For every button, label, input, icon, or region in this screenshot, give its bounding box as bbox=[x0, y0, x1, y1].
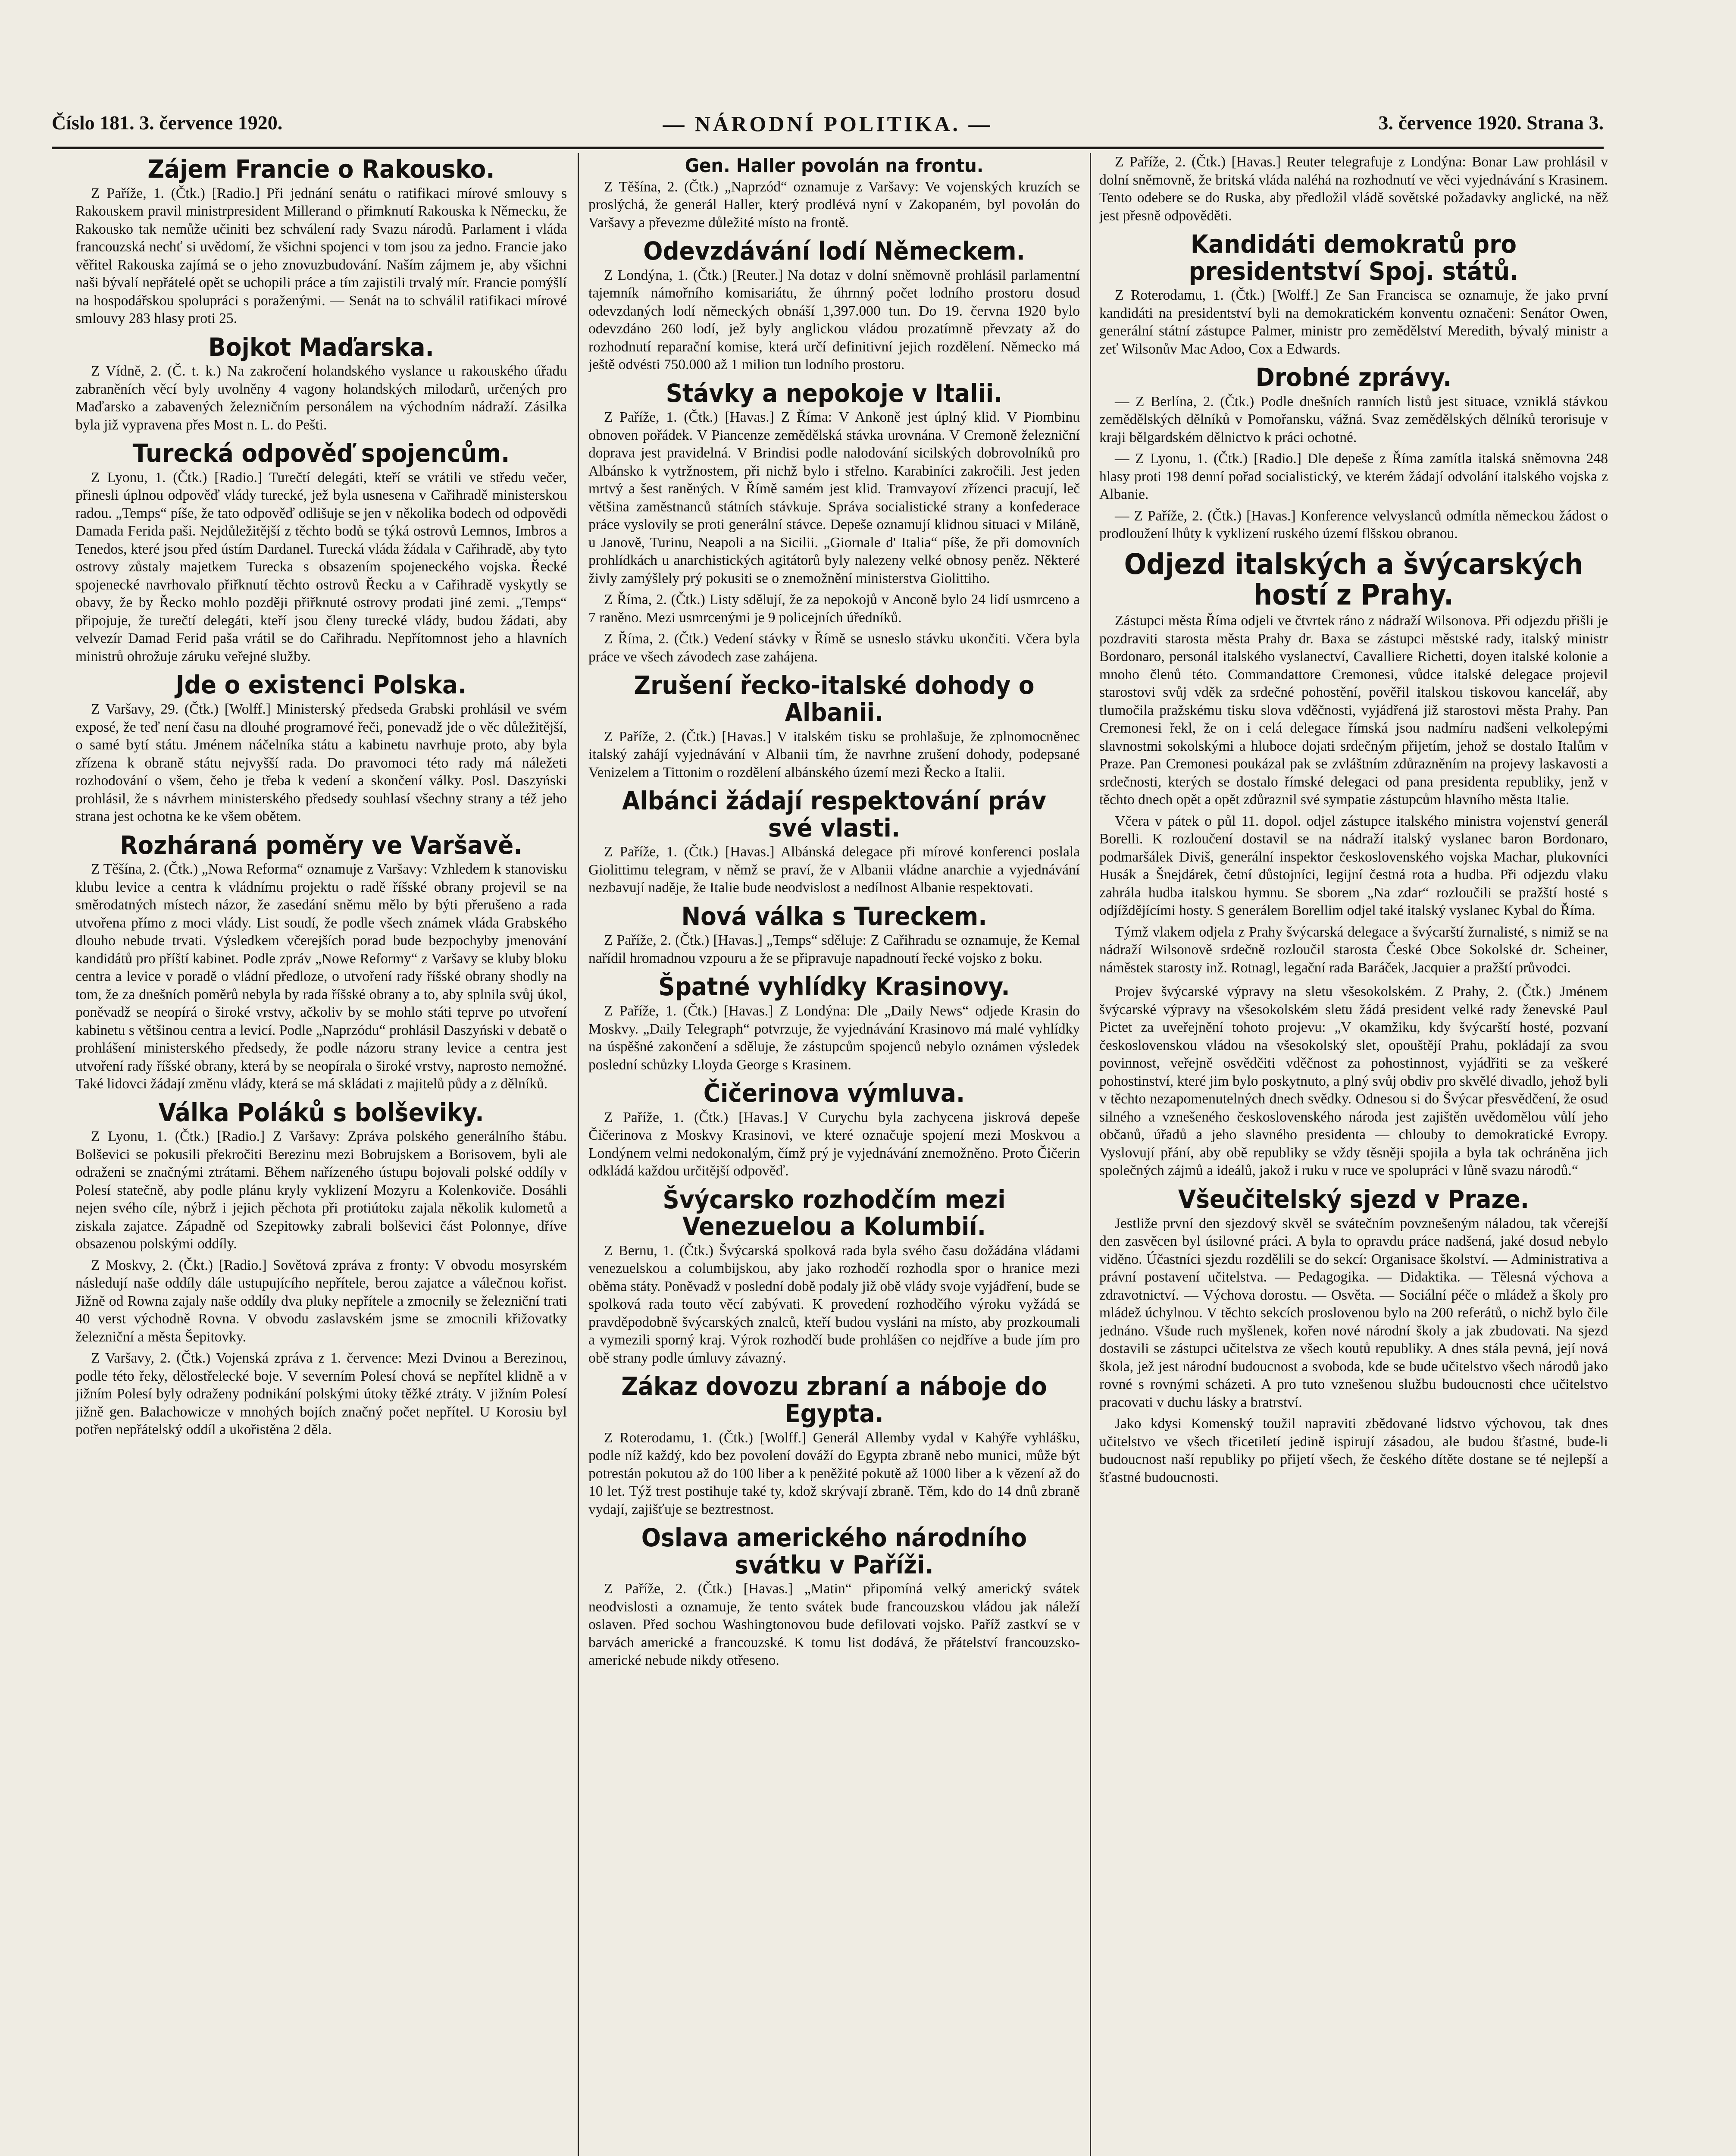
article-headline: Jde o existenci Polska. bbox=[175, 670, 467, 700]
article bbox=[75, 440, 567, 665]
article-paragraph: Projev švýcarské výpravy na sletu všesokolském. Z Prahy, 2. (Čtk.) Jménem švýcarské výpravy na všesokolském sletu žádá president velké rady ženevské Paul Pictet za uveřejnění tohoto projevu: „V okamžiku, kdy švýcarští hosté, pozvaní československou vládou na všesokolský slet, opouštějí Prahu, pokládají za svou povinnost, veřejně osvědčiti vděčnost za pohostinnost, vyjádřiti se za veškeré pohostinství, které jim bylo poskytnuto, a plný svůj obdiv pro skvělé divadlo, jehož byli v těchto nezapomenutelných dnech svědky. Odnesou si do Švýcar přesvědčení, že osud silného a vznešeného československého národa jest zajištěn uvědomělou vůlí jeho občanů, úřadů a jeho slavného presidenta — chlouby to demokratické Evropy. Vyslovují přání, aby obě republiky se vždy těsněji spojila a byla tak ochráněna jich společných zájmů a ideálů, jakož i ruku v ruce ve spolupráci v lůně svazu národů.“ bbox=[1099, 984, 1608, 1179]
article-paragraph: Z Varšavy, 29. (Čtk.) [Wolff.] Ministerský předseda Grabski prohlásil ve svém exposé, že teď není času na dlouhé programové řeči, ponevadž jde o věc důležitější, o samé bytí státu. Jménem náčelníka státu a kabinetu navrhuje proto, aby byla zřízena k obraně státu nejvyšší rada. Do pravomoci této rady má náležeti rozhodování o všem, čeho je třeba k vedení a skončení války. Posl. Daszyński prohlásil, že s návrhem ministerského předsedy souhlasí všechny strany a též jeho strana jest ochotna ke ke všem obětem. bbox=[75, 701, 567, 824]
article-paragraph: Jako kdysi Komenský toužil napraviti zbědované lidstvo výchovou, tak dnes učitelstvo ve všech třicetiletí jedině ispirují zásadou, ale budou šťastné, bude-li budoucnost naší republiky po přijetí všech, že českého dítěte dostane se té nejlepší a šťastné budoucnosti. bbox=[1099, 1416, 1608, 1485]
article bbox=[588, 238, 1080, 374]
article bbox=[588, 973, 1080, 1074]
article-headline: Gen. Haller povolán na frontu. bbox=[685, 155, 984, 177]
article-paragraph: Z Bernu, 1. (Čtk.) Švýcarská spolková rada byla svého času dožádána vládami venezuelskou a columbijskou, aby jako rozhodčí rozhodla spor o hranice mezi oběma státy. Poněvadž v poslední době podaly již obě vlády svoje vyjádření, bude se spolková rada touto věcí zabývati. K provedení rozhodčího výroku vyžádá se pravděpodobně švýcarských znalců, kteří budou vysláni na místo, aby prozkoumali a vymezili sporný kraj. Výrok rozhodčí bude prohlášen co nejdříve a bude jím pro obě strany podle úmluvy závazný. bbox=[588, 1242, 1080, 1366]
article-paragraph: Z Moskvy, 2. (Čkt.) [Radio.] Sovětová zpráva z fronty: V obvodu mosyrském následují naše oddíly dále ustupujícího nepřítele, berou zajatce a válečnou kořist. Jižně od Rowna zajaly naše oddíly dva pluky nepřítele a zmocnily se železniční trati 40 verst východně Rovna. V obvodu zaslavském jsme se zmocnili křižovatky železniční a města Šepitovky. bbox=[75, 1257, 567, 1345]
article-headline: Drobné zprávy. bbox=[1255, 363, 1452, 392]
article-headline: Oslava amerického národního svátku v Paříži. bbox=[641, 1523, 1027, 1579]
article-paragraph: Z Paříže, 2. (Čtk.) [Havas.] Reuter telegrafuje z Londýna: Bonar Law prohlásil v dolní sněmovně, že britská vláda naléhá na rozhodnutí ve věci vyjednávání s Krasinem. Tento odebere se do Ruska, aby předložil vládě sovětské požadavky anglické, na něž jest přesně odpověděti. bbox=[1099, 154, 1608, 224]
masthead bbox=[52, 108, 1604, 149]
article-paragraph: Z Paříže, 2. (Čtk.) [Havas.] V italském tisku se prohlašuje, že zplnomocněnec italský zahájí vyjednávání v Albanii tím, že navrhne zrušení dohody, podepsané Venizelem a Tittonim o rozdělení albánského území mezi Řecko a Italii. bbox=[588, 728, 1080, 780]
article-paragraph: Z Těšína, 2. (Čtk.) „Naprzód“ oznamuje z Varšavy: Ve vojenských kruzích se proslýchá, že generál Haller, který prodlévá nyní v Zakopaném, byl povolán do Varšavy a převezme důležité místo na frontě. bbox=[588, 179, 1080, 231]
article bbox=[1099, 364, 1608, 543]
article bbox=[588, 672, 1080, 781]
article-paragraph: Z Vídně, 2. (Č. t. k.) Na zakročení holandského vyslance u rakouského úřadu zabraněních věcí byly uvolněny 4 vagony holandských milodarů, určených pro Maďarsko a zabavených železničním personálem na východním nádraží. Zásilka byla již vypravena přes Most n. L. do Pešti. bbox=[75, 363, 567, 433]
article-headline: Odevzdávání lodí Německem. bbox=[643, 236, 1025, 266]
article-headline: Stávky a nepokoje v Italii. bbox=[666, 378, 1003, 408]
article-headline: Válka Poláků s bolševiky. bbox=[158, 1097, 484, 1127]
article-paragraph: Z Varšavy, 2. (Čtk.) Vojenská zpráva z 1. července: Mezi Dvinou a Berezinou, podle této řeky, dělostřelecké boje. V severním Polesí chová se nepřítel klidně a v jižním Polesí byly odraženy podnikání polskými útoky těžké ztráty. V jižním Polesí jižně gen. Balachowicze v mnohých bojích značný počet nepřítel. U Korosiu byl potřen nepřátelský oddíl a ukořistěna 2 děla. bbox=[75, 1350, 567, 1438]
article bbox=[75, 1099, 567, 1439]
article-paragraph: Jestliže první den sjezdový skvěl se svátečním povznešeným náladou, tak včerejší den zasvěcen byl úsilovné práci. A byla to opravdu práce nadšená, jaké dosud nebylo viděno. Účastníci sjezdu rozdělili se do sekcí: Organisace školství. — Administrativa a právní postavení učitelstva. — Pedagogika. — Didaktika. — Tělesná výchova a zdravotnictví. — Výchova dorostu. — Osvěta. — Sociální péče o mládež a školy pro mládež úchylnou. V těchto sekcích proslovenou bylo na 200 referátů, o nichž bylo čile jednáno. Všude ruch myšlenek, kořen nové národní školy a jak zbudovati. Na sjezd dostavili se zástupci učitelstva ze všech koutů republiky. A dnes stála pevná, její nová škola, jež jest národní budoucnost a svoboda, kde se bude učitelstvo všech národů jako rovné s rovnými scházeti. A pro tuto vznešenou službu budoucnosti chce učitelstvo pracovati v duchu lásky a bratrství. bbox=[1099, 1215, 1608, 1410]
article bbox=[75, 832, 567, 1093]
article-paragraph: — Z Berlína, 2. (Čtk.) Podle dnešních ranních listů jest situace, vzniklá stávkou zemědělských dělníků v Pomořansku, vážná. Svaz zemědělských dělníků terorisuje v kraji bělgardském dělnictvo k práci ochotné. bbox=[1099, 393, 1608, 445]
article bbox=[1099, 231, 1608, 358]
article-paragraph: Z Roterodamu, 1. (Čtk.) [Wolff.] Generál Allemby vydal v Kahýře vyhlášku, podle níž každý, kdo bez povolení dováží do Egypta zbraně nebo munici, může být potrestán pokutou až do 100 liber a k peněžité pokutě až 1000 liber a k vězení až do 10 let. Týž trest postihuje také ty, kdož skrývají zbraně. Těm, kdo do 14 dnů zbraně vydají, zajišťuje se beztrestnost. bbox=[588, 1429, 1080, 1517]
article-headline: Zájem Francie o Rakousko. bbox=[147, 154, 495, 184]
article-paragraph: Z Paříže, 1. (Čtk.) [Radio.] Při jednání senátu o ratifikaci mírové smlouvy s Rakouskem pravil ministrpresident Millerand o přimknutí Rakouska k Německu, že Rakousko tak nemůže učiniti bez schválení rady Svazu národů. Parlament i vláda francouzská nechť si uvědomí, že všichni spojenci v tom jsou za jedno. Francie jako věřitel Rakouska zajímá se o jeho znovuzbudování. Naším zájmem je, aby všichni naši bývalí nepřátelé opět se uchopili práce a tím zajistili trvalý mír. Francie pomýšlí na hospodářskou spolupráci s poraženými. — Senát na to schválil ratifikaci mírové smlouvy 283 hlasy proti 25. bbox=[75, 185, 567, 327]
article bbox=[1099, 153, 1608, 225]
article bbox=[588, 1373, 1080, 1518]
article-paragraph: Z Paříže, 2. (Čtk.) [Havas.] „Matin“ připomíná velký americký svátek neodvislosti a oznamuje, že tento svátek bude francouzskou vládou jak náleží oslaven. Před sochou Washingtonovou bude defilovati vojsko. Paříž zastkví se v barvách americké a francouzské. K tomu list dodává, že přátelství francouzsko-americké nebude nikdy otřeseno. bbox=[588, 1581, 1080, 1669]
article-paragraph: Z Lyonu, 1. (Čtk.) [Radio.] Turečtí delegáti, kteří se vrátili ve středu večer, přinesli úplnou odpověď vlády turecké, jež byla usnesena v Cařihradě ministerskou radou. „Temps“ píše, že tato odpověď odlišuje se jen v několika bodech od odpovědi Damada Ferida paši. Nejdůležitější z těchto bodů se týká ostrovů Lemnos, Imbros a Tenedos, které jsou před ústím Dardanel. Turecká vláda žádala v Cařihradě, aby tyto ostrovy zůstaly majetkem Turecka s obsazením spojeneckého vojska. Řecké spojenecké navrhovalo přiřknutí těchto ostrovů Řecku a v Cařihradě vyskytly se obavy, že by Řecko mohlo později přiřknuté ostrovy prodati jiné zemi. „Temps“ připojuje, že turečtí delegáti, kteří jsou členy turecké vlády, budou žádati, aby velvezír Damad Ferid paša vrátil se do Cařihradu. Nepřítomnost jeho a hlavních ministrů ohrožuje záruku veřejné služby. bbox=[75, 469, 567, 664]
article-paragraph: Týmž vlakem odjela z Prahy švýcarská delegace a švýcarští žurnalisté, s nimiž se na nádraží Wilsonově srdečně rozloučil starosta České Obce Sokolské dr. Scheiner, náměstek starosty inž. Rotnagl, legační rada Baráček, Jacquier a pražští průvodci. bbox=[1099, 924, 1608, 976]
column-2 bbox=[588, 153, 1080, 2156]
article-paragraph: — Z Lyonu, 1. (Čtk.) [Radio.] Dle depeše z Říma zamítla italská sněmovna 248 hlasy proti 198 denní pořad socialistický, ve kterém žádají odvolání italského vojska z Albanie. bbox=[1099, 451, 1608, 503]
article-headline: Zákaz dovozu zbraní a náboje do Egypta. bbox=[621, 1372, 1047, 1429]
article-headline: Kandidáti demokratů pro presidentství Spoj. států. bbox=[1189, 229, 1519, 286]
article-headline: Nová válka s Tureckem. bbox=[681, 901, 987, 931]
article-headline: Švýcarsko rozhodčím mezi Venezuelou a Kolumbií. bbox=[663, 1185, 1006, 1241]
article-paragraph: Z Těšína, 2. (Čtk.) „Nowa Reforma“ oznamuje z Varšavy: Vzhledem k stanovisku klubu levice a centra k vládnímu projektu o radě říšské obrany projevil se na směrodatných místech názor, že zasedání sněmu mělo by býti přerušeno a rada utvořena přímo z moci vlády. List soudí, že podle všech známek vláda Grabského dlouho nebude trvati. Výsledkem včerejších porad bude bezpochyby jmenování kandidátů pro příští kabinet. Podle zpráv „Nowe Reformy“ z Varšavy se kluby bloku centra a levice v poradě o vládní předloze, o utvoření rady říšské obrany shodly na tom, že za dnešních poměrů nebyla by rada říšské obrany a to, aby splnila svůj úkol, poněvadž se neopírá o široké vrstvy, ačkoliv by se mohlo státi teprve po utvoření kabinetu s většinou centra a levicí. Podle „Naprzódu“ prohlásil Daszyński v debatě o prohlášení ministerského předsedy, že podle názoru strany levice a centra jest utvoření rady říšské obrany, která by se neopírala o široké vrstvy, naprosto nemožné. Také lidovci žádají změnu vlády, která se má skládati z majitelů půdy a z dělníků. bbox=[75, 861, 567, 1092]
article bbox=[1099, 983, 1608, 1180]
issue-number-date: Číslo 181. 3. července 1920. bbox=[52, 112, 283, 134]
article bbox=[588, 380, 1080, 666]
article-headline: Čičerinova výmluva. bbox=[703, 1078, 965, 1108]
column-1 bbox=[75, 153, 567, 2156]
article-headline: Rozháraná poměry ve Varšavě. bbox=[120, 830, 522, 860]
newspaper-title: — NÁRODNÍ POLITIKA. — bbox=[663, 112, 993, 136]
article-paragraph: Z Říma, 2. (Čtk.) Vedení stávky v Římě se usneslo stávku ukončiti. Včera byla práce ve všech závodech zase zahájena. bbox=[588, 631, 1080, 665]
article-paragraph: Z Lyonu, 1. (Čtk.) [Radio.] Z Varšavy: Zpráva polského generálního štábu. Bolševici se pokusili překročiti Berezinu mezi Bobrujskem a Borisovem, byli ale odraženi se značnými ztrátami. Během nařízeného ústupu bojovali polské oddíly v Polesí statečně, aby podle plánu kryly vyklizení Mozyru a Kolenkoviče. Dosáhli nejen svého cíle, nýbrž i jejich pěchota při protiútoku zajala několik kulometů a ziskala zajatce. Západně od Szepitowky zabrali bolševici část Polonnye, dříve obsazenou polskými oddíly. bbox=[75, 1128, 567, 1252]
article bbox=[75, 334, 567, 434]
article-paragraph: Zástupci města Říma odjeli ve čtvrtek ráno z nádraží Wilsonova. Při odjezdu přišli je pozdraviti starosta města Prahy dr. Baxa se zástupci městské rady, italský ministr Bordonaro, personál italského vyslanectví, Cavalliere Richetti, doyen italské kolonie a mnoho členů této. Commandattore Cremonesi, vůdce italské delegace projevil starostovi svůj vděk za srdečné pohostění, pověřil italskou tiskovou kancelář, aby tlumočila pražskému tisku slova vděčnosti, vyjádřená již starostovi města Prahy. Pan Cremonesi řekl, že on i celá delegace římská jsou nadmíru nadšeni velkolepými slavnostmi sokolskými a hluboce dojati srdečným přijetím, jehož se dostalo Italům v Praze. Pan Cremonesi poukázal pak se zvláštním zdůrazněním na projevy laskavosti a srdečnosti, kterých se dostalo římské delegaci od pana presidenta republiky, jenž v těchto dnech opět a opět zdůraznil své sympatie zástupcům hlavního města Italie. bbox=[1099, 613, 1608, 808]
article bbox=[75, 156, 567, 328]
article bbox=[588, 1524, 1080, 1670]
column-rule bbox=[578, 153, 579, 2156]
article-headline: Albánci žádají respektování práv své vlasti. bbox=[622, 786, 1046, 843]
column-rule bbox=[1090, 153, 1091, 2156]
article-paragraph: Z Roterodamu, 1. (Čtk.) [Wolff.] Ze San Francisca se oznamuje, že jako první kandidáti na presidentství byli na demokratickém konventu označeni: Senátor Owen, generální státní zástupce Palmer, ministr pro zemědělství Meredith, bývalý ministr a zeť Wilsonův Mac Adoo, Cox a Edwards. bbox=[1099, 287, 1608, 357]
column-3 bbox=[1099, 153, 1608, 2156]
article bbox=[75, 671, 567, 825]
article bbox=[588, 1186, 1080, 1367]
article-paragraph: Z Paříže, 1. (Čtk.) [Havas.] V Curychu byla zachycena jiskrová depeše Čičerinova z Moskvy Krasinovi, ve které označuje spojení mezi Moskvou a Londýnem velmi nedokonalým, čímž prý je vyjednávání znemožněno. Proto Čičerin odkládá každou určitější odpověď. bbox=[588, 1109, 1080, 1179]
article-paragraph: Včera v pátek o půl 11. dopol. odjel zástupce italského ministra vojenství generál Borelli. K rozloučení dostavil se na nádraží italský vyslanec baron Bordonaro, podmaršálek Diviš, generální inspektor československého vojska Machar, plukovníci Husák a Šnejdárek, četní důstojníci, legijní čestná rota a hudba. Při odjezdu vlaku zahrála hudba italskou hymnu. Se sborem „Na zdar“ rozloučili se pražští hosté s odjíždějícími hosty. S generálem Borellim odjel také italský vyslanec Kybal do Říma. bbox=[1099, 813, 1608, 919]
article bbox=[1099, 1186, 1608, 1486]
article-headline: Špatné vyhlídky Krasinovy. bbox=[658, 972, 1010, 1002]
article-paragraph: Z Londýna, 1. (Čtk.) [Reuter.] Na dotaz v dolní sněmovně prohlásil parlamentní tajemník námořního komisariátu, že úhrnný počet lodního prostoru dosud odevzdaných lodí německých obnáší 1,397.000 tun. Do 19. června 1920 bylo odevzdáno 260 lodí, jež byly anglickou vládou prozatímně převzaty až do rozhodnutí reparační komise, která určí definitivní jejich rozdělení. Německo má ještě odvésti 750.000 až 1 milion tun lodního prostoru. bbox=[588, 267, 1080, 373]
article bbox=[588, 787, 1080, 897]
article-paragraph: Z Říma, 2. (Čtk.) Listy sdělují, že za nepokojů v Anconě bylo 24 lidí usmrceno a 7 raněno. Mezi usmrcenými je 9 policejních úředníků. bbox=[588, 592, 1080, 626]
article-headline: Turecká odpověď spojencům. bbox=[132, 439, 510, 468]
article-paragraph: Z Paříže, 1. (Čtk.) [Havas.] Albánská delegace při mírové konferenci poslala Giolittimu telegram, v němž se praví, že v Albanii vládne anarchie a vyjednávání nezbavují naděje, že Italie bude neodvislost a nedílnost Albanie respektovati. bbox=[588, 844, 1080, 896]
article bbox=[588, 1080, 1080, 1180]
article-headline: Odjezd italských a švýcarských hostí z Prahy. bbox=[1124, 547, 1583, 612]
article-headline: Bojkot Maďarska. bbox=[208, 332, 434, 362]
article-headline: Zrušení řecko-italské dohody o Albanii. bbox=[634, 671, 1035, 727]
article bbox=[588, 156, 1080, 232]
date-page-number: 3. července 1920. Strana 3. bbox=[1378, 112, 1604, 134]
article-headline: Všeučitelský sjezd v Praze. bbox=[1178, 1184, 1530, 1214]
article bbox=[588, 903, 1080, 968]
article-paragraph: Z Paříže, 1. (Čtk.) [Havas.] Z Říma: V Ankoně jest úplný klid. V Piombinu obnoven pořádek. V Piancenze zemědělská stávka urovnána. V Cremoně železniční doprava jest pravidelná. V Brindisi podle nalodování sicilských dobrovolníků pro Albánsko k vytržnostem, při nichž bylo i střelno. Karabiníci zakročili. Jest jeden mrtvý a šest raněných. V Římě samém jest klid. Tramvayoví zřízenci pracují, leč většina zaměstnanců státních stávkuje. Správa socialistické strany a konfederace práce vyslovily se proti generální stávce. Depeše oznamují klidnou situaci v Miláně, u Janově, Turinu, Neapoli a na Sicilii. „Giornale d' Italia“ píše, že při domovních prohlídkách u anarchistických agitátorů byly nalezeny velké obnosy peněz. Některé živly zamýšlely prý pokusiti se o znemožnění ministerstva Giolittiho. bbox=[588, 409, 1080, 586]
article-paragraph: Z Paříže, 1. (Čtk.) [Havas.] Z Londýna: Dle „Daily News“ odjede Krasin do Moskvy. „Daily Telegraph“ potvrzuje, že vyjednávání Krasinovo má malé vyhlídky na úspěšné zakončení a sděluje, že zástupcům spojenců nebylo oznámen výsledek poslední schůzky Lloyda George s Krasinem. bbox=[588, 1003, 1080, 1073]
article-paragraph: Z Paříže, 2. (Čtk.) [Havas.] „Temps“ sděluje: Z Cařihradu se oznamuje, že Kemal nařídil hromadnou vzpouru a že se připravuje napadnoutí řecké vojsko z boku. bbox=[588, 932, 1080, 966]
article bbox=[1099, 549, 1608, 977]
article-paragraph: — Z Paříže, 2. (Čtk.) [Havas.] Konference velvyslanců odmítla německou žádost o prodloužení lhůty k vyklizení ruského území flšskou obranou. bbox=[1099, 508, 1608, 542]
